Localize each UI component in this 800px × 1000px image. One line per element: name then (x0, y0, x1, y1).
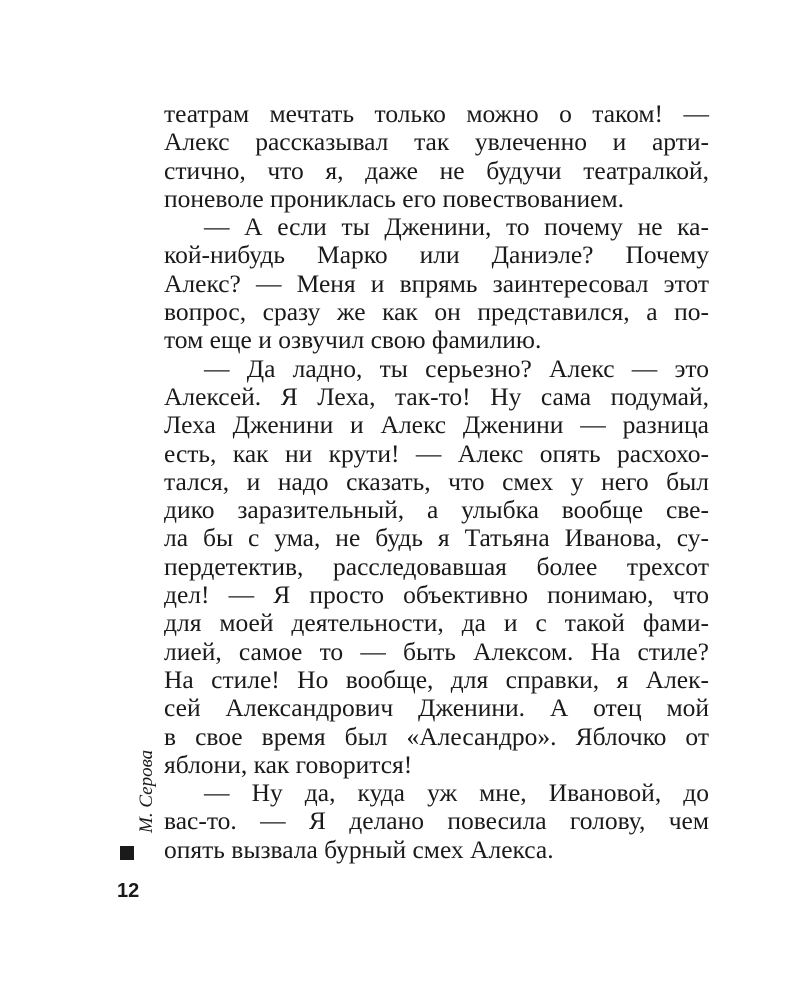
text-line: для моей деятельности, да и с такой фами- (164, 608, 709, 638)
text-line: вас-то. — Я делано повесила голову, чем (164, 806, 709, 836)
text-line: Алекс? — Меня и впрямь заинтересовал этот (164, 268, 709, 298)
text-line: опять вызвала бурный смех Алекса. (164, 834, 554, 864)
text-line: есть, как ни крути! — Алекс опять расхохо- (164, 438, 709, 468)
text-line: сей Александрович Дженини. А отец мой (164, 693, 709, 723)
text-line: лией, самое то — быть Алексом. На стиле? (164, 636, 709, 666)
text-line: Леха Дженини и Алекс Дженини — разница (164, 410, 709, 440)
text-line: тался, и надо сказать, что смех у него был (164, 466, 709, 496)
text-line: вопрос, сразу же как он представился, а по- (164, 297, 709, 327)
text-line: театрам мечтать только можно о таком! — (164, 99, 709, 128)
text-line: ла бы с ума, не будь я Татьяна Иванова, су- (164, 523, 709, 553)
text-line: в свое время был «Алесандро». Яблочко от (164, 721, 709, 751)
square-marker-icon (120, 846, 134, 860)
text-line: том еще и озвучил свою фамилию. (164, 325, 542, 355)
text-line: стично, что я, даже не будучи театралкой, (164, 155, 709, 185)
text-line: Алекс рассказывал так увлеченно и арти- (164, 127, 709, 157)
text-line: На стиле! Но вообще, для справки, я Алек- (164, 664, 709, 694)
text-line: поневоле прониклась его повествованием. (164, 183, 624, 213)
text-line: яблони, как говорится! (164, 749, 413, 779)
page-number: 12 (117, 880, 140, 902)
text-line: дел! — Я просто объективно понимаю, что (164, 580, 709, 610)
text-line: — Да ладно, ты серьезно? Алекс — это (204, 353, 709, 383)
running-header-author: М. Серова (136, 749, 157, 833)
text-line: — А если ты Дженини, то почему не ка- (204, 212, 709, 242)
text-line: дико заразительный, а улыбка вообще све- (164, 495, 709, 525)
text-line: Алексей. Я Леха, так-то! Ну сама подумай, (164, 381, 709, 411)
text-line: пердетектив, расследовавшая более трехсот (164, 551, 709, 581)
text-line: кой-нибудь Марко или Даниэле? Почему (164, 240, 709, 270)
book-page-text (164, 100, 709, 864)
text-line: — Ну да, куда уж мне, Ивановой, до (204, 778, 709, 808)
